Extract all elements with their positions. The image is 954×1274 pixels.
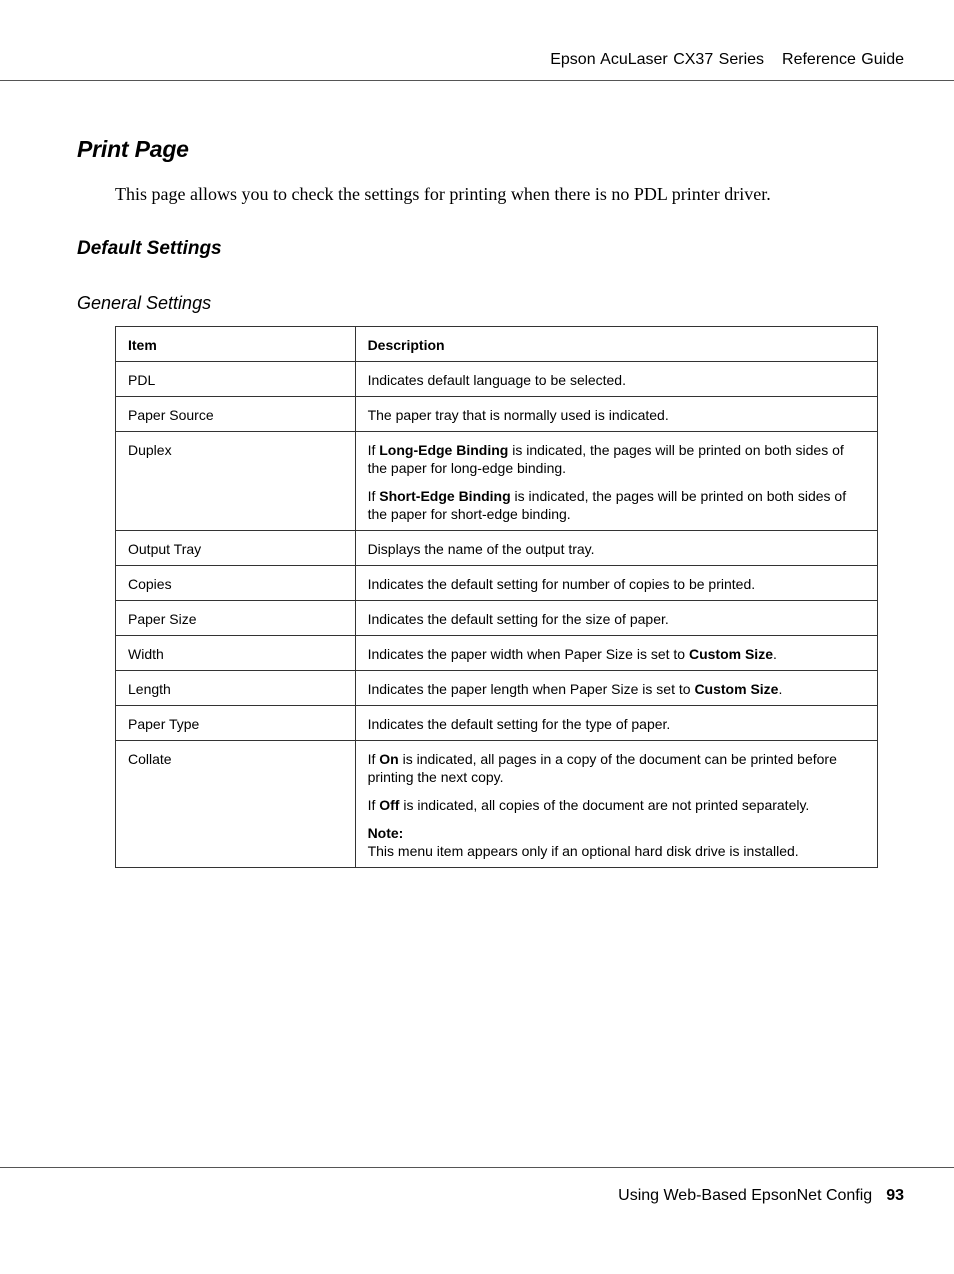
- header-item: Item: [116, 327, 356, 362]
- note: [368, 824, 867, 860]
- section-title: Default Settings: [77, 238, 222, 259]
- item-cell: Copies: [116, 566, 356, 601]
- description-cell: The paper tray that is normally used is indicated.: [355, 397, 877, 432]
- description-cell: [355, 741, 877, 868]
- description-paragraph: If Long-Edge Binding is indicated, the pages will be printed on both sides of the paper for long-edge binding.: [367, 442, 844, 476]
- page-header: [550, 51, 904, 69]
- page-title: Print Page: [77, 136, 189, 162]
- note-text: This menu item appears only if an optional hard disk drive is installed.: [367, 843, 799, 859]
- note-label: Note:: [367, 825, 404, 841]
- subsection-title: General Settings: [77, 293, 212, 313]
- description-paragraph: If Off is indicated, all copies of the document are not printed separately.: [367, 797, 810, 813]
- item-cell: Output Tray: [116, 531, 356, 566]
- item-cell: Width: [116, 636, 356, 671]
- header-product: Epson AcuLaser CX37 Series: [550, 51, 765, 68]
- item-cell: Duplex: [116, 432, 356, 531]
- table-header-row: [116, 327, 878, 362]
- description-cell: Indicates default language to be selected.: [355, 362, 877, 397]
- item-cell: Collate: [116, 741, 356, 868]
- page-footer: [618, 1187, 904, 1205]
- header-rule: [0, 80, 954, 81]
- item-cell: PDL: [116, 362, 356, 397]
- page-number: 93: [886, 1187, 904, 1204]
- table-row: [116, 397, 878, 432]
- footer-rule: [0, 1167, 954, 1168]
- description-cell: Indicates the paper width when Paper Size is set to Custom Size.: [355, 636, 877, 671]
- description-cell: Indicates the default setting for the size of paper.: [355, 601, 877, 636]
- item-cell: Paper Source: [116, 397, 356, 432]
- footer-section: Using Web-Based EpsonNet Config: [618, 1187, 873, 1204]
- settings-table: [115, 326, 878, 868]
- table-row: [116, 566, 878, 601]
- header-guide: Reference Guide: [782, 51, 904, 68]
- description-cell: Indicates the default setting for the type of paper.: [355, 706, 877, 741]
- table-row: [116, 671, 878, 706]
- description-paragraph: If On is indicated, all pages in a copy of the document can be printed before printing the next copy.: [367, 751, 837, 785]
- intro-paragraph: This page allows you to check the settings for printing when there is no PDL printer driver.: [115, 184, 771, 204]
- description-cell: Indicates the paper length when Paper Size is set to Custom Size.: [355, 671, 877, 706]
- description-paragraph: If Short-Edge Binding is indicated, the pages will be printed on both sides of the paper for short-edge binding.: [367, 488, 847, 522]
- table-row: [116, 432, 878, 531]
- table-row: [116, 362, 878, 397]
- table-row: [116, 706, 878, 741]
- table-row: [116, 531, 878, 566]
- table-row: [116, 636, 878, 671]
- description-cell: Indicates the default setting for number of copies to be printed.: [355, 566, 877, 601]
- header-description: Description: [355, 327, 877, 362]
- table-row: [116, 741, 878, 868]
- description-cell: Displays the name of the output tray.: [355, 531, 877, 566]
- table-row: [116, 601, 878, 636]
- item-cell: Length: [116, 671, 356, 706]
- item-cell: Paper Size: [116, 601, 356, 636]
- description-cell: [355, 432, 877, 531]
- item-cell: Paper Type: [116, 706, 356, 741]
